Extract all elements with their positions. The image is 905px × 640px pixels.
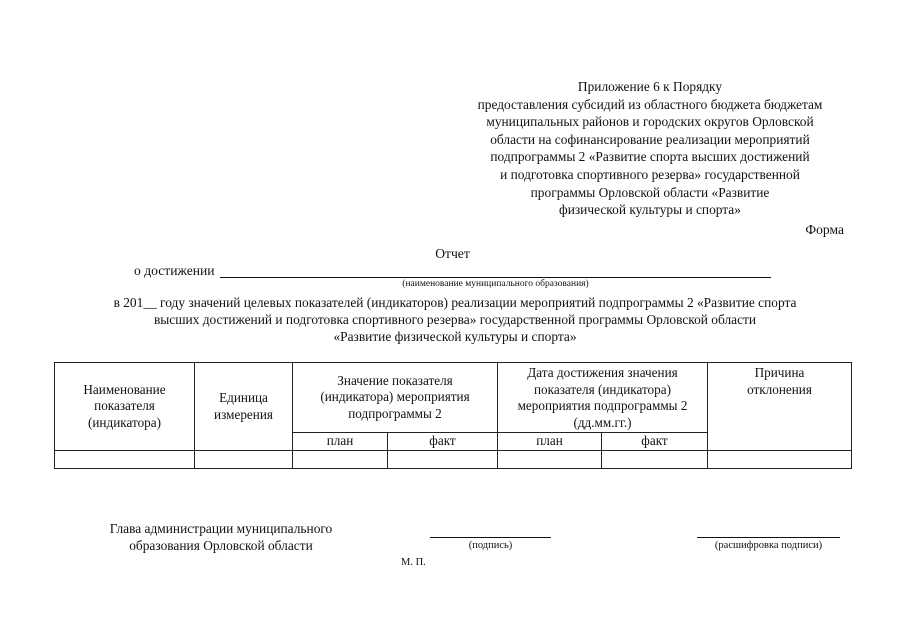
header-indicator-value: Значение показателя (индикатора) мероприятия подпрограммы 2 xyxy=(293,363,498,433)
report-description-line: в 201__ году значений целевых показателей (индикаторов) реализации мероприятий подпрограммы 2 «Развитие спорта xyxy=(113,295,797,310)
report-description-line: высших достижений и подготовка спортивного резерва» государственной программы Орловской области xyxy=(153,312,757,327)
achievement-label: о достижении xyxy=(134,263,215,278)
header-unit: Единица измерения xyxy=(195,363,293,451)
appendix-line: и подготовка спортивного резерва» государственной xyxy=(500,166,800,182)
appendix-line: муниципальных районов и городских округов Орловской xyxy=(486,114,814,130)
municipality-fill-line[interactable] xyxy=(220,277,771,278)
municipality-caption: (наименование муниципального образования) xyxy=(402,279,589,289)
appendix-line: области на софинансирование реализации мероприятий xyxy=(490,131,810,147)
header-deviation-reason: Причина отклонения xyxy=(708,363,852,451)
appendix-header xyxy=(440,78,860,219)
table-cell[interactable] xyxy=(602,451,708,469)
header-indicator-name: Наименование показателя (индикатора) xyxy=(55,363,195,451)
appendix-line: предоставления субсидий из областного бюджета бюджетам xyxy=(477,96,823,112)
appendix-line: программы Орловской области «Развитие xyxy=(530,184,770,200)
appendix-line: Приложение 6 к Порядку xyxy=(577,79,723,94)
signature-caption: (подпись) xyxy=(468,540,513,551)
table-cell[interactable] xyxy=(498,451,602,469)
header-achievement-date: Дата достижения значения показателя (индикатора) мероприятия подпрограммы 2 (дд.мм.гг.) xyxy=(498,363,708,433)
subheader-value-plan: план xyxy=(293,433,388,451)
table-cell[interactable] xyxy=(55,451,195,469)
table-cell[interactable] xyxy=(708,451,852,469)
appendix-line: физической культуры и спорта» xyxy=(559,202,741,218)
report-description xyxy=(60,294,850,345)
table-cell[interactable] xyxy=(195,451,293,469)
subheader-value-fact: факт xyxy=(388,433,498,451)
table-row xyxy=(55,451,852,469)
stamp-label: М. П. xyxy=(401,557,426,568)
report-description-line: «Развитие физической культуры и спорта» xyxy=(333,329,577,344)
appendix-line: подпрограммы 2 «Развитие спорта высших достижений xyxy=(490,149,810,165)
indicator-table xyxy=(54,362,852,469)
subheader-date-fact: факт xyxy=(602,433,708,451)
table-cell[interactable] xyxy=(388,451,498,469)
signature-decryption-line[interactable] xyxy=(697,537,840,538)
head-of-administration-label: Глава администрации муниципального образования Орловской области xyxy=(109,521,333,553)
subheader-date-plan: план xyxy=(498,433,602,451)
signature-decryption-caption: (расшифровка подписи) xyxy=(714,540,823,551)
form-label: Форма xyxy=(805,222,844,237)
report-title: Отчет xyxy=(435,246,470,261)
signature-line[interactable] xyxy=(430,537,551,538)
table-cell[interactable] xyxy=(293,451,388,469)
